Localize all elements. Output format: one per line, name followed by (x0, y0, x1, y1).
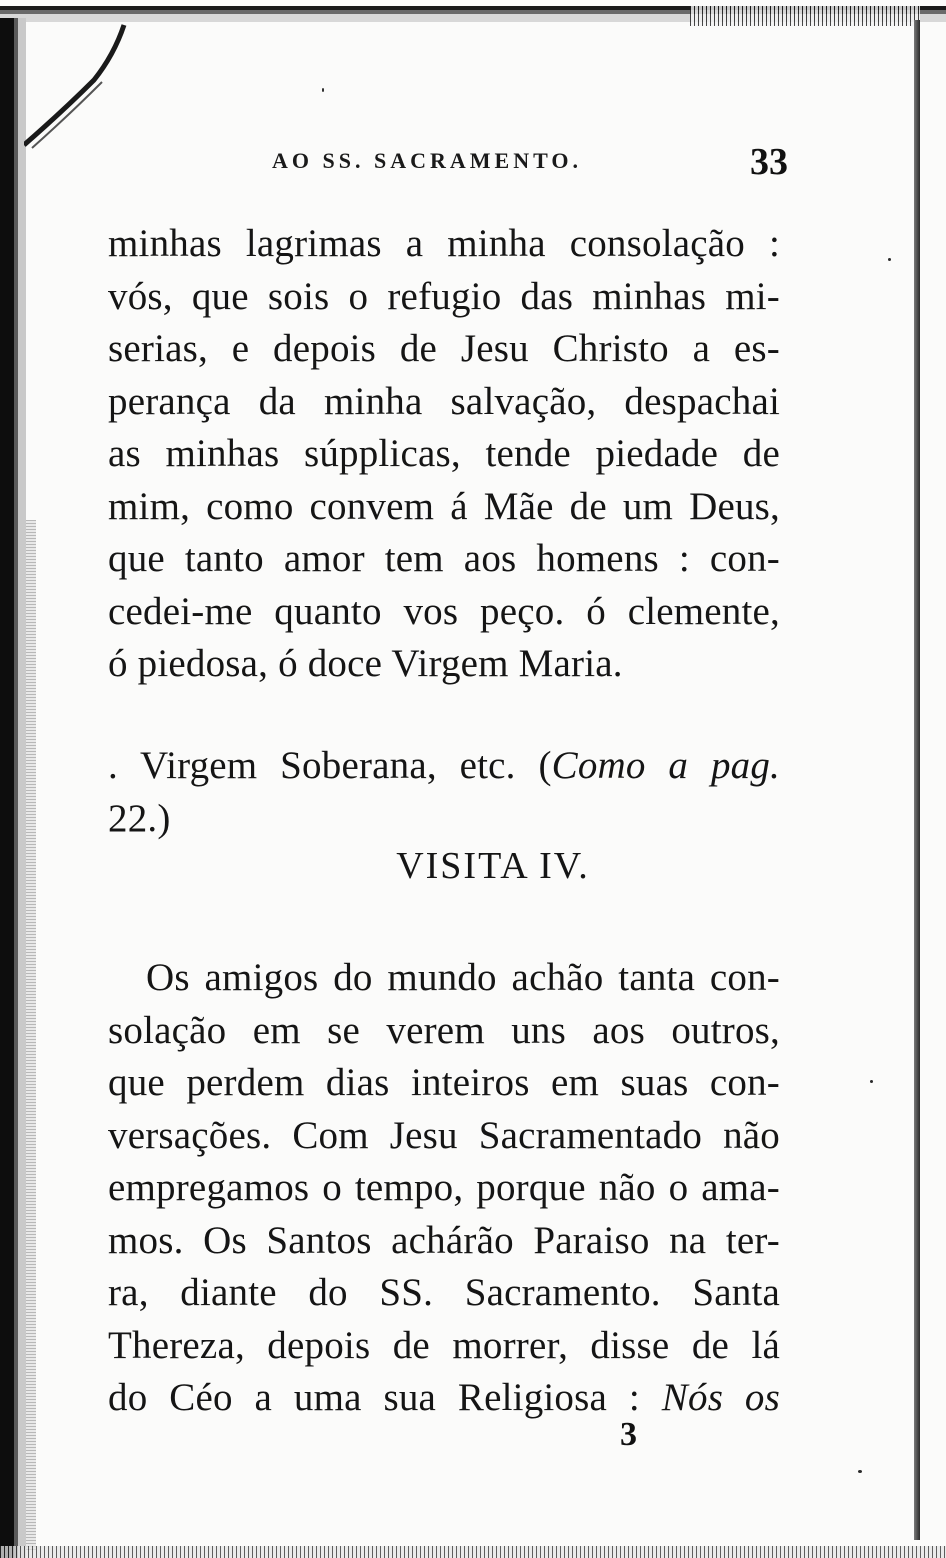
text-line: mim, como convem á Mãe de um Deus, (108, 484, 780, 528)
reference-line (108, 740, 780, 793)
ink-speck (870, 1080, 873, 1083)
scan-right-edge (914, 20, 920, 1540)
reference-text: . Virgem Soberana, etc. ( (108, 744, 552, 787)
section-title: VISITA IV. (396, 845, 590, 887)
text-line: Os amigos do mundo achão tanta con- (146, 956, 780, 999)
text-line: vós, que sois o refugio das minhas mi- (108, 274, 780, 318)
reference-line-end: 22.) (108, 796, 171, 840)
text-line: perança da minha salvação, despachai (108, 379, 780, 423)
scan-top-ruler-marks (690, 6, 920, 26)
scan-bottom-edge (0, 1546, 946, 1558)
text-line: as minhas súpplicas, tende piedade de (108, 432, 780, 475)
text-line: que tanto amor tem aos homens : con- (108, 537, 780, 580)
ink-speck (888, 258, 891, 261)
text-line: ra, diante do SS. Sacramento. Santa (108, 1271, 780, 1314)
ink-speck (858, 1470, 862, 1473)
text-line: mos. Os Santos achárão Paraiso na ter- (108, 1218, 780, 1262)
signature-mark: 3 (620, 1416, 637, 1453)
running-head-title: AO SS. SACRAMENTO. (272, 148, 582, 173)
scan-left-edge (0, 18, 26, 1558)
final-line-text: do Céo a uma sua Religiosa : (108, 1376, 640, 1419)
paragraph-visita (108, 952, 780, 1425)
scan-binding-shadow (26, 520, 36, 1550)
text-line: solação em se verem uns aos outros, (108, 1008, 780, 1052)
text-line: cedei-me quanto vos peço. ó clemente, (108, 589, 780, 633)
final-line-italic: Nós os (661, 1376, 780, 1419)
text-line: que perdem dias inteiros em suas con- (108, 1061, 780, 1104)
paragraph-reference (108, 740, 780, 845)
text-line: ó piedosa, ó doce Virgem Maria. (108, 642, 623, 685)
reference-italic: Como a pag. (551, 744, 780, 787)
ink-speck (322, 88, 324, 92)
text-line: versações. Com Jesu Sacramentado não (108, 1113, 780, 1157)
text-line: Thereza, depois de morrer, disse de lá (108, 1323, 780, 1367)
text-line: minhas lagrimas a minha consolação : (108, 222, 780, 265)
paragraph-prayer (108, 218, 780, 691)
text-line: empregamos o tempo, porque não o ama- (108, 1166, 780, 1209)
torn-corner-mark (24, 20, 134, 150)
text-line: serias, e depois de Jesu Christo a es- (108, 327, 780, 370)
page-number: 33 (750, 141, 788, 183)
text-line-final (108, 1372, 780, 1425)
running-header (108, 140, 788, 184)
